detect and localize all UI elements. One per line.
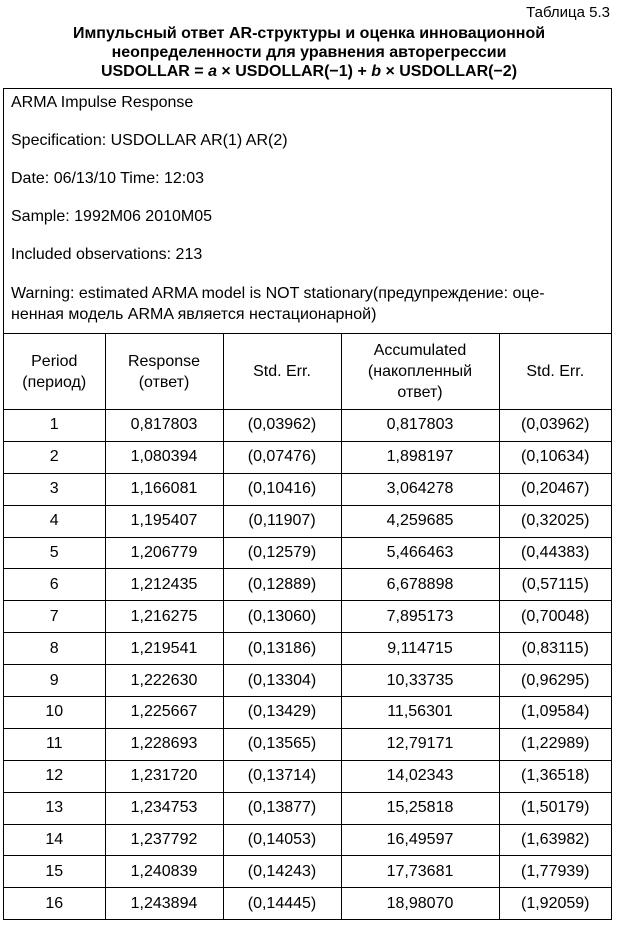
table-row (4, 824, 611, 856)
cell-period: 16 (4, 888, 105, 919)
info-date: Date: 06/13/10 Time: 12:03 (11, 170, 205, 187)
cell-accumulated-std-err: (0,70048) (499, 601, 611, 633)
header-response-line-1: Response (127, 352, 201, 370)
cell-accumulated-std-err: (0,57115) (499, 569, 611, 601)
cell-std-err: (0,13060) (223, 601, 341, 633)
cell-accumulated: 6,678898 (341, 569, 499, 601)
cell-response: 1,219541 (105, 633, 223, 665)
info-observations: Included observations: 213 (11, 246, 203, 263)
cell-accumulated: 17,73681 (341, 856, 499, 888)
table-row (4, 441, 611, 473)
table-body (4, 410, 611, 920)
cell-accumulated-std-err: (1,22989) (499, 728, 611, 760)
cell-accumulated: 11,56301 (341, 697, 499, 729)
header-response (105, 334, 223, 410)
cell-accumulated-std-err: (1,36518) (499, 760, 611, 792)
equation-part-2: × USDOLLAR(−1) + (216, 63, 372, 80)
cell-response: 1,228693 (105, 728, 223, 760)
cell-std-err: (0,13429) (223, 697, 341, 729)
table-row (4, 888, 611, 919)
cell-accumulated: 14,02343 (341, 760, 499, 792)
cell-std-err: (0,14445) (223, 888, 341, 919)
cell-accumulated-std-err: (0,83115) (499, 633, 611, 665)
cell-std-err: (0,10416) (223, 473, 341, 505)
cell-response: 1,166081 (105, 473, 223, 505)
caption-equation (0, 62, 618, 81)
equation-part-1: USDOLLAR = (100, 63, 209, 80)
coefficient-a: a (208, 63, 217, 80)
cell-std-err: (0,07476) (223, 441, 341, 473)
table-row (4, 728, 611, 760)
cell-accumulated: 7,895173 (341, 601, 499, 633)
cell-response: 1,212435 (105, 569, 223, 601)
cell-accumulated-std-err: (0,32025) (499, 505, 611, 537)
table-row (4, 537, 611, 569)
table-row (4, 665, 611, 697)
cell-response: 1,222630 (105, 665, 223, 697)
cell-std-err: (0,13714) (223, 760, 341, 792)
cell-accumulated-std-err: (1,50179) (499, 792, 611, 824)
table-row (4, 633, 611, 665)
cell-std-err: (0,12889) (223, 569, 341, 601)
header-accumulated-std-err (499, 334, 611, 410)
cell-period: 1 (4, 410, 105, 442)
header-period-line-2: (период) (22, 373, 87, 391)
cell-period: 13 (4, 792, 105, 824)
cell-period: 9 (4, 665, 105, 697)
cell-response: 1,080394 (105, 441, 223, 473)
cell-response: 1,231720 (105, 760, 223, 792)
cell-accumulated: 18,98070 (341, 888, 499, 919)
header-std-err-line-1: Std. Err. (253, 363, 311, 380)
cell-accumulated: 12,79171 (341, 728, 499, 760)
table-row (4, 473, 611, 505)
header-response-line-2: (ответ) (138, 373, 190, 391)
header-period (4, 334, 105, 410)
cell-period: 11 (4, 728, 105, 760)
cell-accumulated-std-err: (1,77939) (499, 856, 611, 888)
table-row (4, 569, 611, 601)
cell-accumulated: 9,114715 (341, 633, 499, 665)
cell-accumulated-std-err: (0,10634) (499, 441, 611, 473)
cell-accumulated-std-err: (1,09584) (499, 697, 611, 729)
cell-std-err: (0,11907) (223, 505, 341, 537)
cell-std-err: (0,12579) (223, 537, 341, 569)
cell-period: 14 (4, 824, 105, 856)
cell-accumulated: 4,259685 (341, 505, 499, 537)
cell-period: 15 (4, 856, 105, 888)
cell-accumulated-std-err: (1,63982) (499, 824, 611, 856)
info-title: ARMA Impulse Response (11, 94, 194, 111)
impulse-response-table (4, 334, 611, 919)
caption-line-2: неопределенности для уравнения авторегрессии (111, 44, 507, 61)
cell-period: 7 (4, 601, 105, 633)
table-row (4, 505, 611, 537)
cell-period: 12 (4, 760, 105, 792)
header-accumulated-line-3: ответ) (397, 384, 443, 401)
cell-response: 1,240839 (105, 856, 223, 888)
header-accumulated-std-err-line-1: Std. Err. (526, 363, 585, 380)
cell-period: 10 (4, 697, 105, 729)
cell-std-err: (0,13877) (223, 792, 341, 824)
coefficient-b: b (371, 63, 382, 80)
cell-period: 2 (4, 441, 105, 473)
results-table-frame (3, 88, 612, 920)
equation-part-3: × USDOLLAR(−2) (381, 63, 518, 80)
model-info-block (4, 89, 611, 334)
cell-period: 5 (4, 537, 105, 569)
cell-accumulated: 16,49597 (341, 824, 499, 856)
cell-response: 1,243894 (105, 888, 223, 919)
header-accumulated-line-1: Accumulated (373, 342, 467, 359)
cell-std-err: (0,03962) (223, 410, 341, 442)
cell-response: 1,195407 (105, 505, 223, 537)
cell-response: 1,234753 (105, 792, 223, 824)
cell-response: 1,225667 (105, 697, 223, 729)
cell-accumulated: 10,33735 (341, 665, 499, 697)
table-row (4, 410, 611, 442)
cell-response: 1,206779 (105, 537, 223, 569)
cell-accumulated-std-err: (0,03962) (499, 410, 611, 442)
cell-accumulated-std-err: (0,20467) (499, 473, 611, 505)
info-sample: Sample: 1992M06 2010M05 (11, 208, 213, 225)
cell-period: 8 (4, 633, 105, 665)
cell-accumulated: 1,898197 (341, 441, 499, 473)
cell-period: 3 (4, 473, 105, 505)
table-row (4, 601, 611, 633)
info-warning-line-2: ненная модель ARMA является нестационарной) (11, 306, 377, 323)
cell-response: 1,216275 (105, 601, 223, 633)
cell-accumulated: 5,466463 (341, 537, 499, 569)
cell-accumulated: 0,817803 (341, 410, 499, 442)
table-row (4, 760, 611, 792)
cell-response: 1,237792 (105, 824, 223, 856)
table-row (4, 792, 611, 824)
cell-accumulated-std-err: (1,92059) (499, 888, 611, 919)
info-warning-line-1: Warning: estimated ARMA model is NOT stationary(предупреждение: оце- (11, 285, 545, 302)
cell-std-err: (0,13565) (223, 728, 341, 760)
cell-std-err: (0,14243) (223, 856, 341, 888)
cell-std-err: (0,13186) (223, 633, 341, 665)
cell-period: 4 (4, 505, 105, 537)
table-row (4, 856, 611, 888)
header-period-line-1: Period (31, 352, 78, 370)
table-row (4, 697, 611, 729)
header-std-err (223, 334, 341, 410)
info-specification: Specification: USDOLLAR AR(1) AR(2) (11, 132, 288, 149)
table-caption (0, 24, 618, 81)
table-number: Таблица 5.3 (526, 4, 610, 21)
cell-period: 6 (4, 569, 105, 601)
header-accumulated (341, 334, 499, 410)
cell-accumulated-std-err: (0,44383) (499, 537, 611, 569)
header-accumulated-line-2: (накопленный (367, 363, 473, 380)
cell-std-err: (0,14053) (223, 824, 341, 856)
cell-accumulated-std-err: (0,96295) (499, 665, 611, 697)
cell-std-err: (0,13304) (223, 665, 341, 697)
table-header-row (4, 334, 611, 410)
cell-accumulated: 3,064278 (341, 473, 499, 505)
cell-response: 0,817803 (105, 410, 223, 442)
caption-line-1: Импульсный ответ AR-структуры и оценка инновационной (72, 25, 546, 42)
cell-accumulated: 15,25818 (341, 792, 499, 824)
